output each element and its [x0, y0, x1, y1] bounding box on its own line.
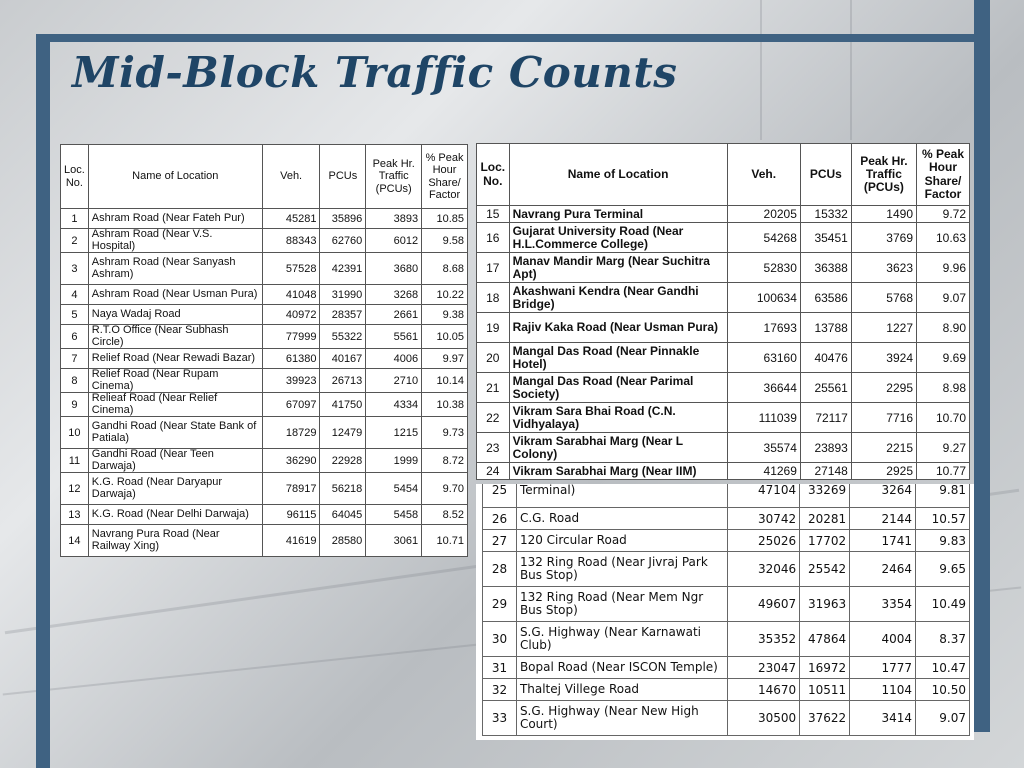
cell-pcus: 25561 [800, 373, 851, 403]
cell-loc-no: 10 [61, 417, 89, 449]
cell-veh: 100634 [727, 283, 800, 313]
cell-name: Akashwani Kendra (Near Gandhi Bridge) [509, 283, 727, 313]
table-row [483, 657, 970, 679]
cell-peak: 3924 [851, 343, 916, 373]
table-row [61, 229, 468, 253]
cell-peak: 2464 [850, 552, 916, 587]
cell-loc-no: 3 [61, 253, 89, 285]
table-row [477, 223, 970, 253]
table-row [483, 701, 970, 736]
cell-name: Gandhi Road (Near Teen Darwaja) [88, 449, 262, 473]
cell-peak: 2661 [366, 305, 422, 325]
cell-veh: 78917 [262, 473, 320, 505]
cell-share: 10.50 [916, 679, 970, 701]
table-row [477, 253, 970, 283]
cell-loc-no: 17 [477, 253, 510, 283]
cell-peak: 3623 [851, 253, 916, 283]
cell-veh: 23047 [728, 657, 800, 679]
table-row [477, 403, 970, 433]
cell-peak: 5561 [366, 325, 422, 349]
table-row [61, 449, 468, 473]
cell-pcus: 56218 [320, 473, 366, 505]
cell-veh: 54268 [727, 223, 800, 253]
header-loc-no: Loc. No. [61, 145, 89, 209]
cell-pcus: 37622 [800, 701, 850, 736]
cell-loc-no: 20 [477, 343, 510, 373]
table-row [477, 373, 970, 403]
cell-name: Ashram Road (Near Fateh Pur) [88, 209, 262, 229]
cell-loc-no: 16 [477, 223, 510, 253]
cell-pcus: 42391 [320, 253, 366, 285]
cell-veh: 96115 [262, 505, 320, 525]
cell-veh: 39923 [262, 369, 320, 393]
cell-name: Terminal) [516, 484, 727, 508]
traffic-table-right-bottom-panel [476, 484, 974, 740]
cell-veh: 14670 [728, 679, 800, 701]
cell-pcus: 33269 [800, 484, 850, 508]
cell-share: 9.38 [422, 305, 468, 325]
cell-loc-no: 25 [483, 484, 517, 508]
cell-peak: 3769 [851, 223, 916, 253]
cell-name: Relieaf Road (Near Relief Cinema) [88, 393, 262, 417]
cell-pcus: 16972 [800, 657, 850, 679]
cell-pcus: 35451 [800, 223, 851, 253]
cell-pcus: 36388 [800, 253, 851, 283]
cell-name: Mangal Das Road (Near Pinnakle Hotel) [509, 343, 727, 373]
cell-loc-no: 30 [483, 622, 517, 657]
cell-name: Navrang Pura Terminal [509, 206, 727, 223]
cell-name: S.G. Highway (Near Karnawati Club) [516, 622, 727, 657]
cell-name: Relief Road (Near Rupam Cinema) [88, 369, 262, 393]
table-row [483, 622, 970, 657]
cell-peak: 7716 [851, 403, 916, 433]
cell-loc-no: 26 [483, 508, 517, 530]
table-row [477, 433, 970, 463]
frame-bar-right [974, 0, 990, 732]
cell-peak: 3354 [850, 587, 916, 622]
cell-loc-no: 29 [483, 587, 517, 622]
cell-veh: 36290 [262, 449, 320, 473]
cell-name: Relief Road (Near Rewadi Bazar) [88, 349, 262, 369]
cell-share: 9.69 [917, 343, 970, 373]
cell-share: 8.68 [422, 253, 468, 285]
cell-loc-no: 8 [61, 369, 89, 393]
cell-share: 9.27 [917, 433, 970, 463]
background-stroke [760, 0, 762, 140]
cell-name: Rajiv Kaka Road (Near Usman Pura) [509, 313, 727, 343]
cell-loc-no: 2 [61, 229, 89, 253]
traffic-table-left [60, 144, 468, 557]
cell-peak: 1741 [850, 530, 916, 552]
cell-veh: 40972 [262, 305, 320, 325]
cell-veh: 32046 [728, 552, 800, 587]
cell-loc-no: 12 [61, 473, 89, 505]
cell-name: 120 Circular Road [516, 530, 727, 552]
cell-peak: 5768 [851, 283, 916, 313]
cell-name: C.G. Road [516, 508, 727, 530]
cell-pcus: 31990 [320, 285, 366, 305]
cell-pcus: 13788 [800, 313, 851, 343]
cell-pcus: 10511 [800, 679, 850, 701]
cell-loc-no: 24 [477, 463, 510, 480]
cell-peak: 2710 [366, 369, 422, 393]
header-name: Name of Location [509, 144, 727, 206]
cell-veh: 17693 [727, 313, 800, 343]
cell-peak: 2215 [851, 433, 916, 463]
cell-pcus: 72117 [800, 403, 851, 433]
table-row [61, 505, 468, 525]
cell-share: 9.07 [916, 701, 970, 736]
cell-peak: 3061 [366, 525, 422, 557]
cell-share: 10.49 [916, 587, 970, 622]
cell-loc-no: 13 [61, 505, 89, 525]
cell-veh: 30742 [728, 508, 800, 530]
table-row [61, 393, 468, 417]
header-veh: Veh. [262, 145, 320, 209]
cell-veh: 41619 [262, 525, 320, 557]
table-row [483, 484, 970, 508]
cell-loc-no: 11 [61, 449, 89, 473]
traffic-table-right-bottom [482, 484, 970, 736]
cell-veh: 35574 [727, 433, 800, 463]
cell-pcus: 28357 [320, 305, 366, 325]
cell-peak: 1999 [366, 449, 422, 473]
cell-veh: 18729 [262, 417, 320, 449]
cell-share: 10.47 [916, 657, 970, 679]
header-peak: Peak Hr. Traffic (PCUs) [366, 145, 422, 209]
cell-peak: 5458 [366, 505, 422, 525]
header-share: % Peak Hour Share/ Factor [917, 144, 970, 206]
cell-peak: 2295 [851, 373, 916, 403]
frame-bar-top [36, 34, 976, 42]
cell-loc-no: 19 [477, 313, 510, 343]
table-row [61, 417, 468, 449]
cell-peak: 3680 [366, 253, 422, 285]
cell-name: Vikram Sara Bhai Road (C.N. Vidhyalaya) [509, 403, 727, 433]
cell-veh: 88343 [262, 229, 320, 253]
cell-share: 10.63 [917, 223, 970, 253]
header-pcus: PCUs [320, 145, 366, 209]
cell-share: 10.77 [917, 463, 970, 480]
cell-loc-no: 14 [61, 525, 89, 557]
cell-loc-no: 23 [477, 433, 510, 463]
cell-peak: 4334 [366, 393, 422, 417]
cell-veh: 47104 [728, 484, 800, 508]
cell-veh: 63160 [727, 343, 800, 373]
cell-loc-no: 9 [61, 393, 89, 417]
cell-peak: 1104 [850, 679, 916, 701]
cell-veh: 45281 [262, 209, 320, 229]
cell-veh: 41269 [727, 463, 800, 480]
cell-pcus: 22928 [320, 449, 366, 473]
cell-loc-no: 33 [483, 701, 517, 736]
cell-pcus: 41750 [320, 393, 366, 417]
cell-name: Thaltej Villege Road [516, 679, 727, 701]
cell-peak: 2925 [851, 463, 916, 480]
cell-loc-no: 4 [61, 285, 89, 305]
cell-share: 9.70 [422, 473, 468, 505]
table-row [477, 313, 970, 343]
cell-name: Gandhi Road (Near State Bank of Patiala) [88, 417, 262, 449]
header-share: % Peak Hour Share/ Factor [422, 145, 468, 209]
cell-share: 9.65 [916, 552, 970, 587]
cell-name: Ashram Road (Near Usman Pura) [88, 285, 262, 305]
cell-name: K.G. Road (Near Daryapur Darwaja) [88, 473, 262, 505]
cell-share: 9.81 [916, 484, 970, 508]
cell-veh: 41048 [262, 285, 320, 305]
cell-share: 9.73 [422, 417, 468, 449]
cell-pcus: 20281 [800, 508, 850, 530]
cell-veh: 61380 [262, 349, 320, 369]
background-stroke [850, 0, 852, 140]
cell-veh: 36644 [727, 373, 800, 403]
cell-share: 9.07 [917, 283, 970, 313]
header-loc-no: Loc. No. [477, 144, 510, 206]
cell-name: Mangal Das Road (Near Parimal Society) [509, 373, 727, 403]
cell-veh: 49607 [728, 587, 800, 622]
cell-loc-no: 6 [61, 325, 89, 349]
cell-share: 10.05 [422, 325, 468, 349]
cell-pcus: 62760 [320, 229, 366, 253]
cell-loc-no: 5 [61, 305, 89, 325]
cell-veh: 30500 [728, 701, 800, 736]
cell-name: Gujarat University Road (Near H.L.Commerce College) [509, 223, 727, 253]
table-row [477, 206, 970, 223]
cell-pcus: 64045 [320, 505, 366, 525]
cell-share: 8.90 [917, 313, 970, 343]
header-pcus: PCUs [800, 144, 851, 206]
cell-name: Bopal Road (Near ISCON Temple) [516, 657, 727, 679]
table-row [483, 587, 970, 622]
cell-veh: 57528 [262, 253, 320, 285]
cell-pcus: 40167 [320, 349, 366, 369]
table-row [483, 508, 970, 530]
cell-name: Vikram Sarabhai Marg (Near IIM) [509, 463, 727, 480]
table-row [61, 305, 468, 325]
cell-veh: 67097 [262, 393, 320, 417]
cell-share: 9.97 [422, 349, 468, 369]
cell-name: Ashram Road (Near Sanyash Ashram) [88, 253, 262, 285]
table-header-row [61, 145, 468, 209]
table-row [61, 285, 468, 305]
cell-share: 10.14 [422, 369, 468, 393]
cell-peak: 3268 [366, 285, 422, 305]
cell-veh: 25026 [728, 530, 800, 552]
cell-share: 8.98 [917, 373, 970, 403]
cell-pcus: 28580 [320, 525, 366, 557]
cell-pcus: 23893 [800, 433, 851, 463]
cell-peak: 2144 [850, 508, 916, 530]
cell-veh: 20205 [727, 206, 800, 223]
table-row [61, 369, 468, 393]
cell-peak: 1777 [850, 657, 916, 679]
cell-loc-no: 22 [477, 403, 510, 433]
cell-name: Naya Wadaj Road [88, 305, 262, 325]
cell-name: S.G. Highway (Near New High Court) [516, 701, 727, 736]
cell-name: Manav Mandir Marg (Near Suchitra Apt) [509, 253, 727, 283]
cell-share: 9.72 [917, 206, 970, 223]
cell-pcus: 55322 [320, 325, 366, 349]
cell-share: 10.70 [917, 403, 970, 433]
cell-name: Vikram Sarabhai Marg (Near L Colony) [509, 433, 727, 463]
cell-share: 8.37 [916, 622, 970, 657]
cell-share: 10.38 [422, 393, 468, 417]
cell-name: 132 Ring Road (Near Mem Ngr Bus Stop) [516, 587, 727, 622]
cell-peak: 4006 [366, 349, 422, 369]
cell-veh: 111039 [727, 403, 800, 433]
table-row [61, 209, 468, 229]
cell-name: Ashram Road (Near V.S. Hospital) [88, 229, 262, 253]
cell-pcus: 12479 [320, 417, 366, 449]
cell-share: 9.83 [916, 530, 970, 552]
cell-pcus: 27148 [800, 463, 851, 480]
cell-peak: 1215 [366, 417, 422, 449]
header-name: Name of Location [88, 145, 262, 209]
cell-loc-no: 18 [477, 283, 510, 313]
cell-share: 9.96 [917, 253, 970, 283]
cell-loc-no: 32 [483, 679, 517, 701]
cell-loc-no: 21 [477, 373, 510, 403]
cell-peak: 1227 [851, 313, 916, 343]
cell-peak: 3893 [366, 209, 422, 229]
cell-share: 8.52 [422, 505, 468, 525]
header-veh: Veh. [727, 144, 800, 206]
cell-peak: 6012 [366, 229, 422, 253]
cell-name: R.T.O Office (Near Subhash Circle) [88, 325, 262, 349]
table-row [61, 253, 468, 285]
table-row [477, 343, 970, 373]
cell-veh: 77999 [262, 325, 320, 349]
cell-share: 10.22 [422, 285, 468, 305]
cell-pcus: 63586 [800, 283, 851, 313]
cell-pcus: 40476 [800, 343, 851, 373]
table-row [483, 530, 970, 552]
cell-loc-no: 1 [61, 209, 89, 229]
table-row [61, 349, 468, 369]
cell-loc-no: 28 [483, 552, 517, 587]
cell-pcus: 47864 [800, 622, 850, 657]
cell-veh: 35352 [728, 622, 800, 657]
cell-loc-no: 15 [477, 206, 510, 223]
table-header-row [477, 144, 970, 206]
table-row [61, 325, 468, 349]
cell-peak: 1490 [851, 206, 916, 223]
frame-bar-left [36, 34, 50, 768]
cell-peak: 5454 [366, 473, 422, 505]
table-row [477, 283, 970, 313]
slide-title: Mid-Block Traffic Counts [72, 48, 678, 97]
cell-pcus: 25542 [800, 552, 850, 587]
table-row [61, 473, 468, 505]
cell-pcus: 17702 [800, 530, 850, 552]
table-row [483, 552, 970, 587]
cell-loc-no: 7 [61, 349, 89, 369]
cell-pcus: 31963 [800, 587, 850, 622]
cell-share: 10.85 [422, 209, 468, 229]
cell-loc-no: 31 [483, 657, 517, 679]
header-peak: Peak Hr. Traffic (PCUs) [851, 144, 916, 206]
cell-peak: 3414 [850, 701, 916, 736]
cell-share: 9.58 [422, 229, 468, 253]
table-row [61, 525, 468, 557]
cell-share: 8.72 [422, 449, 468, 473]
cell-peak: 3264 [850, 484, 916, 508]
table-row [483, 679, 970, 701]
cell-veh: 52830 [727, 253, 800, 283]
cell-pcus: 35896 [320, 209, 366, 229]
cell-name: K.G. Road (Near Delhi Darwaja) [88, 505, 262, 525]
table-row [477, 463, 970, 480]
cell-share: 10.57 [916, 508, 970, 530]
cell-pcus: 15332 [800, 206, 851, 223]
cell-name: 132 Ring Road (Near Jivraj Park Bus Stop) [516, 552, 727, 587]
cell-loc-no: 27 [483, 530, 517, 552]
cell-pcus: 26713 [320, 369, 366, 393]
traffic-table-right-top [476, 143, 970, 480]
cell-peak: 4004 [850, 622, 916, 657]
cell-share: 10.71 [422, 525, 468, 557]
cell-name: Navrang Pura Road (Near Railway Xing) [88, 525, 262, 557]
